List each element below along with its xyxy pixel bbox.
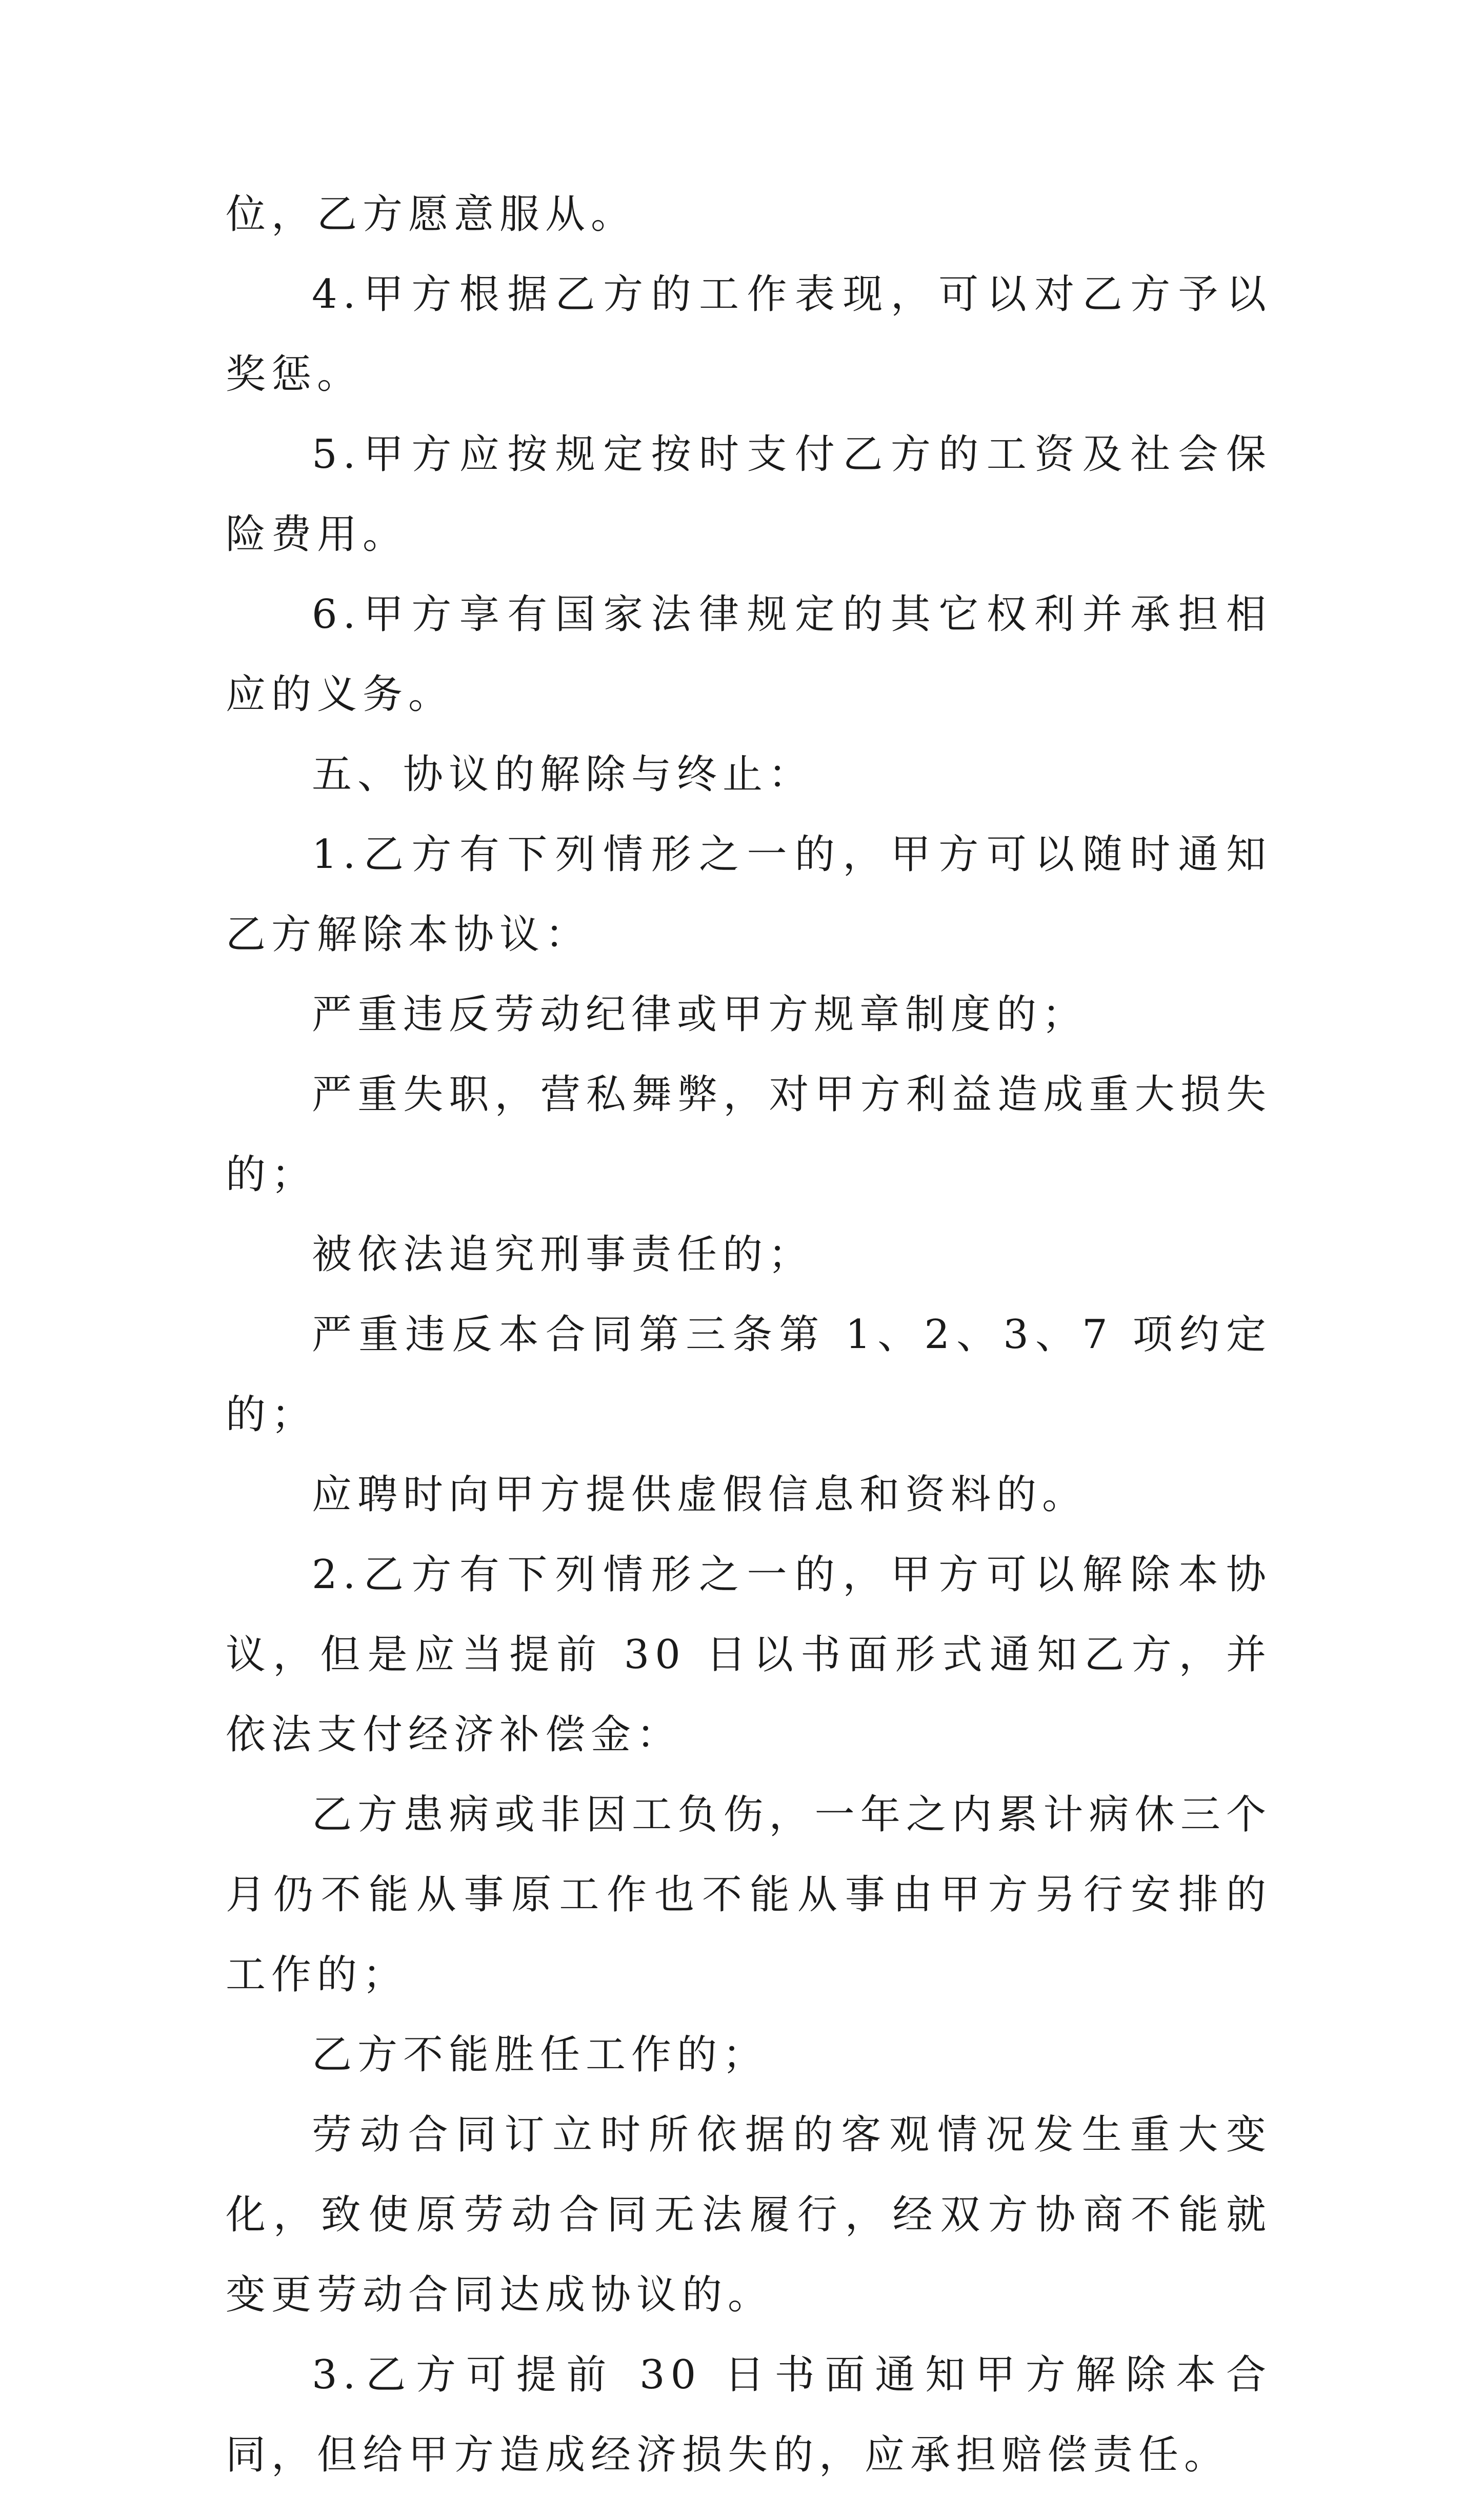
paragraph-item-5: 5.甲方应按规定按时支付乙方的工资及社会保险费用。 — [226, 431, 1272, 558]
paragraph-item-4: 4.甲方根据乙方的工作表现，可以对乙方予以奖惩。 — [226, 271, 1272, 398]
section-heading-termination: 五、协议的解除与终止： — [312, 751, 814, 798]
paragraph-condition: 劳动合同订立时所依据的客观情况发生重大变化，致使原劳动合同无法履行，经双方协商不能就变更劳动合同达成协议的。 — [226, 2112, 1272, 2318]
paragraph-condition: 被依法追究刑事责任的； — [312, 1232, 814, 1278]
paragraph-condition: 应聘时向甲方提供虚假信息和资料的。 — [312, 1472, 1088, 1518]
paragraph-condition: 乙方患病或非因工负伤，一年之内累计病休三个月仍不能从事原工作也不能从事由甲方另行安排的工作的； — [226, 1792, 1272, 1998]
paragraph-clause-3: 3.乙方可提前 30 日书面通知甲方解除本合同，但给甲方造成经济损失的，应承担赔偿责任。 — [226, 2352, 1272, 2478]
paragraph-continuation: 位，乙方愿意服从。 — [226, 191, 637, 237]
document-body — [226, 174, 1272, 2495]
paragraph-condition: 严重违反本合同第三条第 1、2、3、7 项约定的； — [226, 1312, 1272, 1438]
paragraph-clause-1: 1.乙方有下列情形之一的，甲方可以随时通知乙方解除本协议： — [226, 831, 1272, 958]
paragraph-clause-2: 2.乙方有下列情形之一的，甲方可以解除本协议，但是应当提前 30 日以书面形式通知乙方，并依法支付经济补偿金： — [226, 1552, 1272, 1758]
paragraph-condition: 乙方不能胜任工作的； — [312, 2032, 769, 2078]
paragraph-item-6: 6.甲方享有国家法律规定的其它权利并承担相应的义务。 — [226, 591, 1272, 718]
paragraph-condition: 严重失职，营私舞弊，对甲方利益造成重大损失的； — [226, 1072, 1272, 1198]
paragraph-condition: 严重违反劳动纪律或甲方规章制度的； — [312, 992, 1088, 1038]
